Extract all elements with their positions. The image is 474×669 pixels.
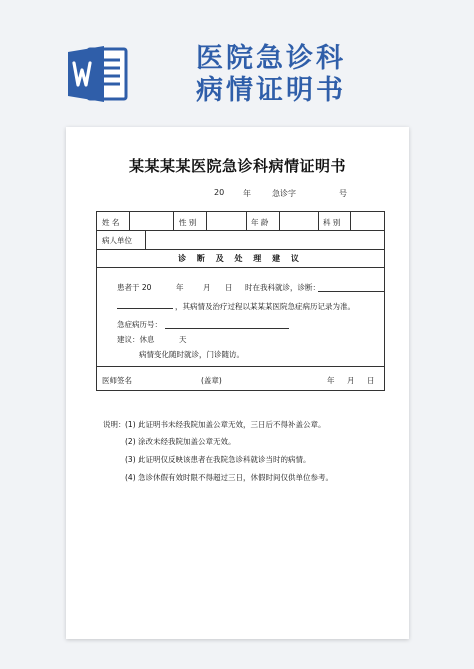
note-item: (2) 涂改未经我院加盖公章无效。 — [125, 437, 236, 446]
notes-heading: 说明： — [103, 420, 126, 429]
age-label: 年 龄 — [251, 218, 269, 227]
follow-up-text: 病情变化随时就诊，门诊随访。 — [139, 350, 244, 359]
record-number-label: 急症病历号： — [117, 320, 162, 329]
form-divider — [350, 212, 351, 230]
record-reference-text: ，其病情及治疗过程以某某某医院急症病历记录为准。 — [175, 302, 355, 311]
serial-year-prefix: 20 — [214, 188, 225, 197]
form-rule — [97, 230, 384, 231]
section-title: 诊 断 及 处 理 建 议 — [178, 254, 303, 263]
visit-day-label: 日 — [225, 283, 233, 292]
header-title — [196, 43, 346, 107]
doctor-signature-label: 医师签名 — [102, 376, 132, 385]
note-item: (3) 此证明仅反映该患者在我院急诊科就诊当时的病情。 — [125, 455, 311, 464]
seal-label: (盖章) — [201, 376, 222, 385]
form-divider — [279, 212, 280, 230]
serial-year-label: 年 — [243, 189, 251, 198]
form-rule — [97, 267, 384, 268]
header-title-line1: 医院急诊科 — [196, 43, 346, 74]
gender-label: 性 别 — [179, 218, 197, 227]
diagnosis-cont-fill-line — [117, 308, 173, 309]
form-divider — [318, 212, 319, 230]
document-page — [66, 127, 409, 639]
rest-days-label: 天 — [179, 335, 187, 344]
diagnosis-fill-line — [318, 291, 384, 292]
form-rule — [97, 366, 384, 367]
visit-month-label: 月 — [203, 283, 211, 292]
department-label: 科 别 — [323, 218, 341, 227]
record-number-fill-line — [165, 328, 289, 329]
form-divider — [206, 212, 207, 230]
sign-day-label: 日 — [367, 376, 375, 385]
name-label: 姓 名 — [102, 218, 120, 227]
note-item: (1) 此证明书未经我院加盖公章无效，三日后不得补盖公章。 — [125, 420, 326, 429]
sign-month-label: 月 — [347, 376, 355, 385]
diagnosis-form — [96, 211, 385, 391]
visit-year-label: 年 — [176, 283, 184, 292]
document-title: 某某某某医院急诊科病情证明书 — [128, 157, 346, 175]
form-divider — [173, 212, 174, 230]
word-document-icon — [66, 43, 130, 105]
form-divider — [129, 212, 130, 230]
rest-advice-label: 建议：休息 — [117, 335, 155, 344]
form-rule — [97, 249, 384, 250]
sign-year-label: 年 — [327, 376, 335, 385]
visit-date-prefix: 患者于 20 — [117, 283, 152, 292]
employer-label: 病人单位 — [102, 236, 132, 245]
form-divider — [246, 212, 247, 230]
serial-number-label: 号 — [339, 189, 347, 198]
serial-emergency-label: 急诊字 — [272, 189, 296, 198]
form-divider — [145, 230, 146, 249]
diagnosis-label: 时在我科就诊，诊断： — [245, 283, 320, 292]
note-item: (4) 急诊休假有效时限不得超过三日，休假时间仅供单位参考。 — [125, 473, 334, 482]
header-title-line2: 病情证明书 — [196, 75, 346, 106]
